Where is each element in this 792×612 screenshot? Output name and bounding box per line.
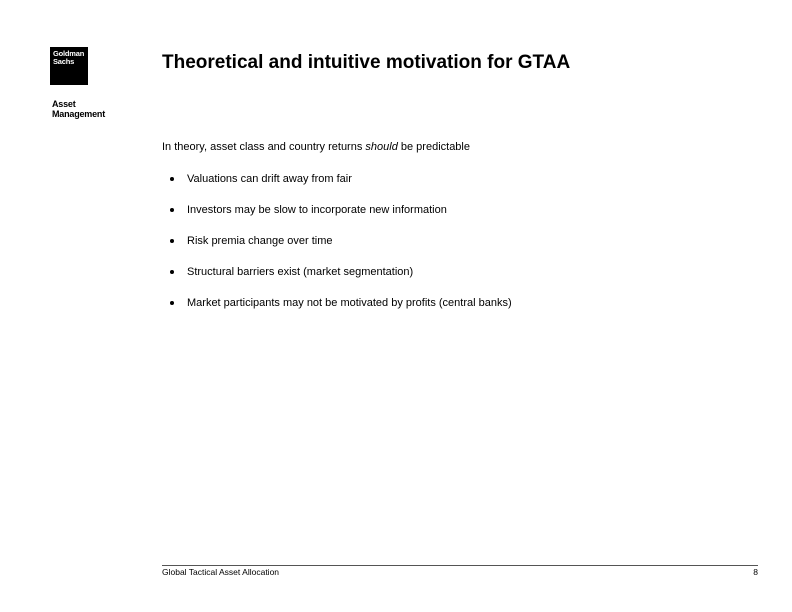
bullet-text: Risk premia change over time: [187, 235, 333, 247]
division-label: [52, 99, 105, 119]
intro-before: In theory, asset class and country returns: [162, 141, 366, 153]
bullet-icon: [170, 177, 174, 181]
bullet-item: [170, 296, 512, 327]
bullet-text: Investors may be slow to incorporate new information: [187, 204, 447, 216]
logo-line-2: Sachs: [53, 57, 75, 66]
bullet-text: Market participants may not be motivated by profits (central banks): [187, 297, 512, 309]
division-line-1: Asset: [52, 99, 76, 109]
footer-label: Global Tactical Asset Allocation: [162, 567, 280, 577]
intro-text: [162, 141, 470, 153]
bullet-item: [170, 203, 512, 234]
slide-title: Theoretical and intuitive motivation for GTAA: [162, 52, 571, 73]
bullet-text: Structural barriers exist (market segmentation): [187, 266, 414, 278]
bullet-icon: [170, 270, 174, 274]
footer-divider: [162, 565, 758, 566]
bullet-icon: [170, 301, 174, 305]
bullet-item: [170, 265, 512, 296]
intro-emphasis: should: [365, 141, 398, 153]
bullet-text: Valuations can drift away from fair: [187, 173, 352, 185]
logo-line-1: Goldman: [53, 49, 85, 58]
division-line-2: Management: [52, 109, 106, 119]
bullet-item: [170, 234, 512, 265]
company-logo: [50, 47, 88, 85]
page-number: 8: [753, 567, 758, 577]
bullet-item: [170, 172, 512, 203]
bullet-icon: [170, 208, 174, 212]
bullet-list: [170, 172, 512, 327]
bullet-icon: [170, 239, 174, 243]
intro-after: be predictable: [397, 141, 470, 153]
